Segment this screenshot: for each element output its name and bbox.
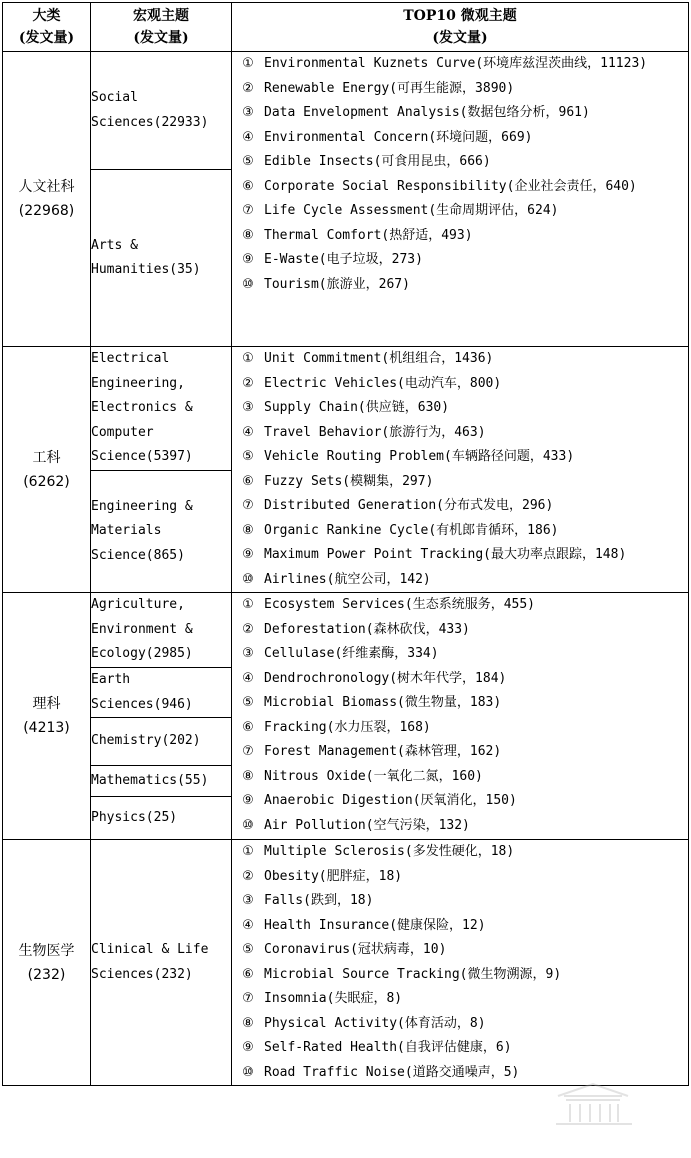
macro-cell: Social Sciences(22933) bbox=[91, 52, 232, 170]
topic-num: ⑩ bbox=[242, 1064, 254, 1080]
topic-num: ⑧ bbox=[242, 227, 254, 243]
header-macro-title: 宏观主题 bbox=[133, 8, 189, 24]
topic-text: Air Pollution(空气污染，132) bbox=[264, 817, 470, 833]
macro-cell: Agriculture, Environment & Ecology(2985) bbox=[91, 593, 232, 668]
header-macro bbox=[91, 3, 232, 52]
topic-item bbox=[232, 519, 688, 544]
topic-text: Maximum Power Point Tracking(最大功率点跟踪，148) bbox=[264, 547, 627, 562]
topic-item bbox=[232, 126, 688, 151]
topic-text: Coronavirus(冠状病毒，10) bbox=[264, 942, 447, 957]
topic-num: ⑦ bbox=[242, 203, 254, 218]
topic-item bbox=[232, 716, 688, 741]
topic-text: Forest Management(森林管理，162) bbox=[264, 744, 502, 759]
topic-num: ⑥ bbox=[242, 719, 254, 735]
header-micro-title: TOP10 微观主题 bbox=[403, 8, 517, 24]
topic-item bbox=[232, 814, 688, 839]
topic-item bbox=[232, 938, 688, 963]
topic-num: ⑨ bbox=[242, 793, 254, 808]
topic-text: Insomnia(失眠症，8) bbox=[264, 991, 403, 1006]
macro-cell: Arts & Humanities(35) bbox=[91, 170, 232, 347]
topic-num: ⑦ bbox=[242, 991, 254, 1006]
topic-num: ③ bbox=[242, 400, 254, 415]
topic-num: ③ bbox=[242, 646, 254, 661]
topic-num: ⑤ bbox=[242, 154, 254, 169]
topic-num: ⑤ bbox=[242, 942, 254, 957]
topic-text: Anaerobic Digestion(厌氧消化，150) bbox=[264, 793, 517, 808]
category-count: (4213) bbox=[23, 720, 70, 736]
category-count: (232) bbox=[27, 966, 66, 983]
topic-item bbox=[232, 421, 688, 446]
topic-text: Tourism(旅游业，267) bbox=[264, 276, 410, 292]
category-name: 工科 bbox=[32, 449, 61, 466]
topic-text: E-Waste(电子垃圾，273) bbox=[264, 252, 423, 267]
topic-num: ① bbox=[242, 351, 254, 366]
topic-num: ③ bbox=[242, 105, 254, 120]
header-macro-sub: (发文量) bbox=[133, 30, 189, 46]
topic-num: ⑧ bbox=[242, 522, 254, 538]
topic-num: ① bbox=[242, 597, 254, 612]
category-cell bbox=[3, 840, 91, 1086]
topic-num: ② bbox=[242, 868, 254, 884]
topic-item bbox=[232, 396, 688, 421]
category-name: 生物医学 bbox=[18, 942, 75, 959]
table-row bbox=[3, 52, 689, 170]
topic-item bbox=[232, 273, 688, 298]
category-count: (6262) bbox=[23, 473, 70, 490]
header-micro bbox=[232, 3, 689, 52]
topic-item bbox=[232, 840, 688, 865]
macro-cell: Physics(25) bbox=[91, 797, 232, 840]
topic-num: ⑨ bbox=[242, 252, 254, 267]
topic-text: Environmental Kuznets Curve(环境库兹涅茨曲线，11123) bbox=[264, 56, 648, 71]
topic-num: ① bbox=[242, 844, 254, 859]
topics-cell bbox=[232, 347, 689, 593]
topic-num: ② bbox=[242, 80, 254, 96]
topic-text: Fracking(水力压裂，168) bbox=[264, 719, 431, 735]
topic-item bbox=[232, 150, 688, 175]
topic-item bbox=[232, 199, 688, 224]
topic-item bbox=[232, 470, 688, 495]
topic-text: Life Cycle Assessment(生命周期评估，624) bbox=[264, 203, 559, 218]
topic-item bbox=[232, 740, 688, 765]
header-category-title: 大类 bbox=[32, 8, 61, 24]
topic-text: Ecosystem Services(生态系统服务，455) bbox=[264, 597, 536, 612]
topics-cell bbox=[232, 52, 689, 347]
topic-text: Health Insurance(健康保险，12) bbox=[264, 917, 486, 933]
topic-item bbox=[232, 987, 688, 1012]
topic-item bbox=[232, 618, 688, 643]
topic-item bbox=[232, 101, 688, 126]
table-row bbox=[3, 347, 689, 471]
topic-text: Microbial Source Tracking(微生物溯源，9) bbox=[264, 966, 562, 982]
topic-text: Electric Vehicles(电动汽车，800) bbox=[264, 375, 502, 391]
topic-item bbox=[232, 765, 688, 790]
topic-text: Supply Chain(供应链，630) bbox=[264, 400, 450, 415]
category-cell bbox=[3, 593, 91, 840]
topic-num: ③ bbox=[242, 893, 254, 908]
topics-cell bbox=[232, 593, 689, 840]
topic-num: ④ bbox=[242, 424, 254, 440]
topics-cell bbox=[232, 840, 689, 1086]
topic-text: Environmental Concern(环境问题，669) bbox=[264, 129, 533, 145]
topic-num: ⑩ bbox=[242, 276, 254, 292]
topic-num: ⑨ bbox=[242, 1040, 254, 1055]
topic-text: Nitrous Oxide(一氧化二氮，160) bbox=[264, 768, 483, 784]
table-row bbox=[3, 593, 689, 668]
topic-item bbox=[232, 248, 688, 273]
topic-item bbox=[232, 224, 688, 249]
topic-text: Travel Behavior(旅游行为，463) bbox=[264, 424, 486, 440]
topic-text: Fuzzy Sets(模糊集，297) bbox=[264, 473, 434, 489]
topic-text: Edible Insects(可食用昆虫，666) bbox=[264, 154, 491, 169]
topic-num: ② bbox=[242, 621, 254, 637]
topic-text: Organic Rankine Cycle(有机郎肯循环，186) bbox=[264, 522, 559, 538]
topic-num: ⑩ bbox=[242, 817, 254, 833]
header-micro-sub: (发文量) bbox=[432, 30, 488, 46]
topic-text: Thermal Comfort(热舒适，493) bbox=[264, 227, 473, 243]
topic-num: ④ bbox=[242, 670, 254, 686]
topic-item bbox=[232, 568, 688, 593]
header-category bbox=[3, 3, 91, 52]
topic-item bbox=[232, 963, 688, 988]
topic-num: ⑨ bbox=[242, 547, 254, 562]
topic-num: ⑧ bbox=[242, 768, 254, 784]
topic-item bbox=[232, 175, 688, 200]
topic-item bbox=[232, 543, 688, 568]
macro-cell: Engineering & Materials Science(865) bbox=[91, 470, 232, 592]
topic-num: ⑥ bbox=[242, 473, 254, 489]
topic-text: Self-Rated Health(自我评估健康，6) bbox=[264, 1040, 512, 1055]
topic-num: ⑥ bbox=[242, 966, 254, 982]
topic-num: ④ bbox=[242, 129, 254, 145]
topic-num: ⑤ bbox=[242, 695, 254, 710]
topic-text: Road Traffic Noise(道路交通噪声，5) bbox=[264, 1064, 520, 1080]
topic-text: Renewable Energy(可再生能源，3890) bbox=[264, 80, 515, 96]
topic-text: Vehicle Routing Problem(车辆路径问题，433) bbox=[264, 449, 575, 464]
topic-item bbox=[232, 77, 688, 102]
topic-num: ⑩ bbox=[242, 571, 254, 587]
topic-item bbox=[232, 667, 688, 692]
category-name: 理科 bbox=[32, 696, 61, 712]
topic-num: ⑧ bbox=[242, 1015, 254, 1031]
category-cell bbox=[3, 347, 91, 593]
topic-num: ⑦ bbox=[242, 744, 254, 759]
topic-item bbox=[232, 372, 688, 397]
topic-num: ⑤ bbox=[242, 449, 254, 464]
topic-item bbox=[232, 347, 688, 372]
topic-text: Dendrochronology(树木年代学，184) bbox=[264, 670, 507, 686]
category-cell bbox=[3, 52, 91, 347]
header-category-sub: (发文量) bbox=[18, 30, 75, 46]
topic-text: Obesity(肥胖症，18) bbox=[264, 868, 403, 884]
topic-text: Distributed Generation(分布式发电，296) bbox=[264, 498, 554, 513]
topic-num: ① bbox=[242, 56, 254, 71]
topic-text: Falls(跌到，18) bbox=[264, 893, 374, 908]
topic-item bbox=[232, 789, 688, 814]
table-row bbox=[3, 840, 689, 1086]
topic-text: Physical Activity(体育活动，8) bbox=[264, 1015, 486, 1031]
topic-text: Microbial Biomass(微生物量，183) bbox=[264, 695, 502, 710]
macro-cell: Earth Sciences(946) bbox=[91, 668, 232, 718]
topic-item bbox=[232, 445, 688, 470]
topic-item bbox=[232, 865, 688, 890]
header-row bbox=[3, 3, 689, 52]
topic-item bbox=[232, 642, 688, 667]
topic-num: ④ bbox=[242, 917, 254, 933]
topic-item bbox=[232, 691, 688, 716]
topic-text: Airlines(航空公司，142) bbox=[264, 571, 431, 587]
category-name: 人文社科 bbox=[18, 179, 75, 195]
topic-num: ⑦ bbox=[242, 498, 254, 513]
topic-item bbox=[232, 1036, 688, 1061]
topic-text: Unit Commitment(机组组合，1436) bbox=[264, 351, 494, 366]
category-count: (22968) bbox=[18, 203, 75, 219]
topic-item bbox=[232, 494, 688, 519]
macro-cell: Electrical Engineering, Electronics & Computer Science(5397) bbox=[91, 347, 232, 471]
topic-text: Corporate Social Responsibility(企业社会责任，640) bbox=[264, 178, 637, 194]
topic-num: ⑥ bbox=[242, 178, 254, 194]
topic-item bbox=[232, 889, 688, 914]
topic-text: Deforestation(森林砍伐，433) bbox=[264, 621, 470, 637]
topic-item bbox=[232, 593, 688, 618]
topics-table bbox=[2, 2, 689, 1086]
macro-cell: Mathematics(55) bbox=[91, 766, 232, 797]
macro-cell: Clinical & Life Sciences(232) bbox=[91, 840, 232, 1086]
topic-item bbox=[232, 52, 688, 77]
topic-item bbox=[232, 914, 688, 939]
macro-cell: Chemistry(202) bbox=[91, 718, 232, 766]
topic-text: Cellulase(纤维素酶，334) bbox=[264, 646, 439, 661]
topic-text: Data Envelopment Analysis(数据包络分析，961) bbox=[264, 105, 590, 120]
watermark-logo bbox=[548, 1078, 638, 1128]
topic-item bbox=[232, 1012, 688, 1037]
topic-text: Multiple Sclerosis(多发性硬化，18) bbox=[264, 844, 515, 859]
topic-num: ② bbox=[242, 375, 254, 391]
